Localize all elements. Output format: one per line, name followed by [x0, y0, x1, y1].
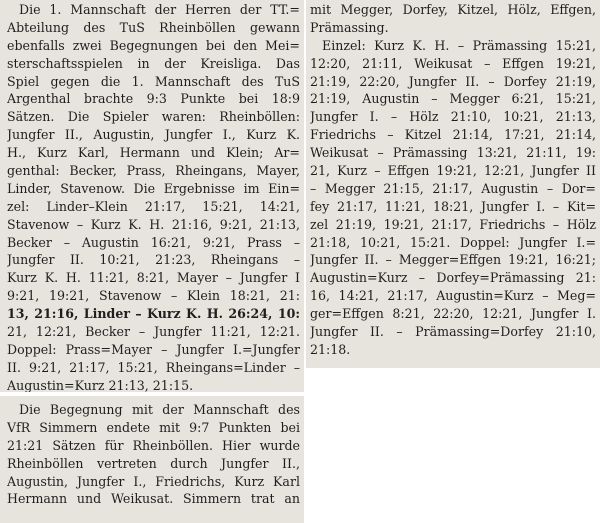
- text-line: Friedrichs – Kitzel 21:14, 17:21, 21:14,: [310, 127, 596, 143]
- text-line: 12:20, 21:11, Weikusat – Effgen 19:21,: [310, 55, 596, 71]
- text-line: Die 1. Mannschaft der Herren der TT.=: [19, 2, 300, 17]
- article-paragraph-einzel-results: [310, 37, 596, 359]
- newspaper-column-left-top: [0, 0, 304, 392]
- text-line: 21:18, 10:21, 15:21. Doppel: Jungfer I.=: [310, 234, 596, 250]
- text-line: Jungfer II. – Megger=Effgen 19:21, 16:21;: [310, 252, 596, 268]
- text-line: Abteilung des TuS Rheinböllen gewann: [7, 19, 300, 35]
- newspaper-column-left-bottom: [0, 396, 304, 523]
- text-line: Jungfer II. – Prämassing=Dorfey 21:10,: [310, 324, 596, 340]
- newspaper-column-right: [306, 0, 600, 368]
- text-line: zel: Linder–Klein 21:17, 15:21, 14:21,: [7, 198, 300, 214]
- text-line: 9:21, 19:21, Stavenow – Klein 18:21, 21:: [7, 288, 300, 304]
- text-line: Augustin=Kurz 21:13, 21:15.: [7, 377, 194, 392]
- text-line: Prämassing.: [310, 19, 389, 35]
- article-paragraph-simmern-continued: [310, 1, 596, 37]
- text-line: 21, Kurz – Effgen 19:21, 12:21, Jungfer II: [310, 163, 596, 179]
- text-line: – Megger 21:15, 21:17, Augustin – Dor=: [310, 180, 596, 196]
- text-line: Die Begegnung mit der Mannschaft des: [19, 402, 300, 417]
- text-line: Weikusat – Prämassing 13:21, 21:11, 19:: [310, 145, 596, 161]
- text-line: 21:19, 22:20, Jungfer II. – Dorfey 21:19,: [310, 73, 596, 89]
- text-line: Einzel: Kurz K. H. – Prämassing 15:21,: [322, 37, 596, 53]
- text-line: ger=Effgen 8:21, 22:20, 12:21, Jungfer I.: [310, 306, 596, 322]
- text-line: sterschaftsspielen in der Kreisliga. Das: [7, 55, 300, 71]
- text-line: Doppel: Prass=Mayer – Jungfer I.=Jungfer: [7, 341, 300, 357]
- text-line: Becker – Augustin 16:21, 9:21, Prass –: [7, 234, 300, 250]
- text-line: fey 21:17, 11:21, 18:21, Jungfer I. – Kit=: [310, 198, 596, 214]
- text-line: 13, 21:16, Linder – Kurz K. H. 26:24, 10:: [7, 306, 300, 322]
- article-paragraph-simmern: [7, 401, 300, 508]
- text-line: Jungfer I. – Hölz 21:10, 10:21, 21:13,: [310, 109, 596, 125]
- text-line: Stavenow – Kurz K. H. 21:16, 9:21, 21:13,: [7, 216, 300, 232]
- text-line: Hermann und Weikusat. Simmern trat an: [7, 491, 300, 507]
- text-line: Augustin=Kurz – Dorfey=Prämassing 21:: [310, 270, 596, 286]
- text-line: Rheinböllen vertreten durch Jungfer II.,: [7, 455, 300, 471]
- text-line: zel 21:19, 19:21, 21:17, Friedrichs – Hölz: [310, 216, 596, 232]
- text-line: 21:21 Sätzen für Rheinböllen. Hier wurde: [7, 437, 300, 453]
- text-line: Linder, Stavenow. Die Ergebnisse im Ein=: [7, 180, 300, 196]
- text-line: Argenthal brachte 9:3 Punkte bei 18:9: [7, 91, 300, 107]
- text-line: Spiel gegen die 1. Mannschaft des TuS: [7, 73, 300, 89]
- text-line: mit Megger, Dorfey, Kitzel, Hölz, Effgen,: [310, 2, 596, 17]
- text-line: VfR Simmern endete mit 9:7 Punkten bei: [7, 419, 300, 435]
- text-line: ebenfalls zwei Begegnungen bei den Mei=: [7, 37, 300, 53]
- text-line: II. 9:21, 21:17, 15:21, Rheingans=Linder –: [7, 359, 300, 375]
- text-line: Jungfer II., Augustin, Jungfer I., Kurz K.: [7, 127, 300, 143]
- text-line: Kurz K. H. 11:21, 8:21, Mayer – Jungfer I: [7, 270, 300, 286]
- text-line: 21:18.: [310, 341, 351, 357]
- text-line: Jungfer II. 10:21, 21:23, Rheingans –: [7, 252, 300, 268]
- text-line: Sätzen. Die Spieler waren: Rheinböllen:: [7, 109, 300, 125]
- text-line: 21:19, Augustin – Megger 6:21, 15:21,: [310, 91, 596, 107]
- text-line: genthal: Becker, Prass, Rheingans, Mayer,: [7, 163, 300, 179]
- text-line: H., Kurz Karl, Hermann und Klein; Ar=: [7, 145, 300, 161]
- text-line: 21, 12:21, Becker – Jungfer 11:21, 12:21.: [7, 324, 300, 340]
- text-line: 16, 14:21, 21:17, Augustin=Kurz – Meg=: [310, 288, 596, 304]
- text-line: Augustin, Jungfer I., Friedrichs, Kurz Karl: [7, 473, 300, 489]
- article-paragraph-argenthal: [7, 1, 300, 392]
